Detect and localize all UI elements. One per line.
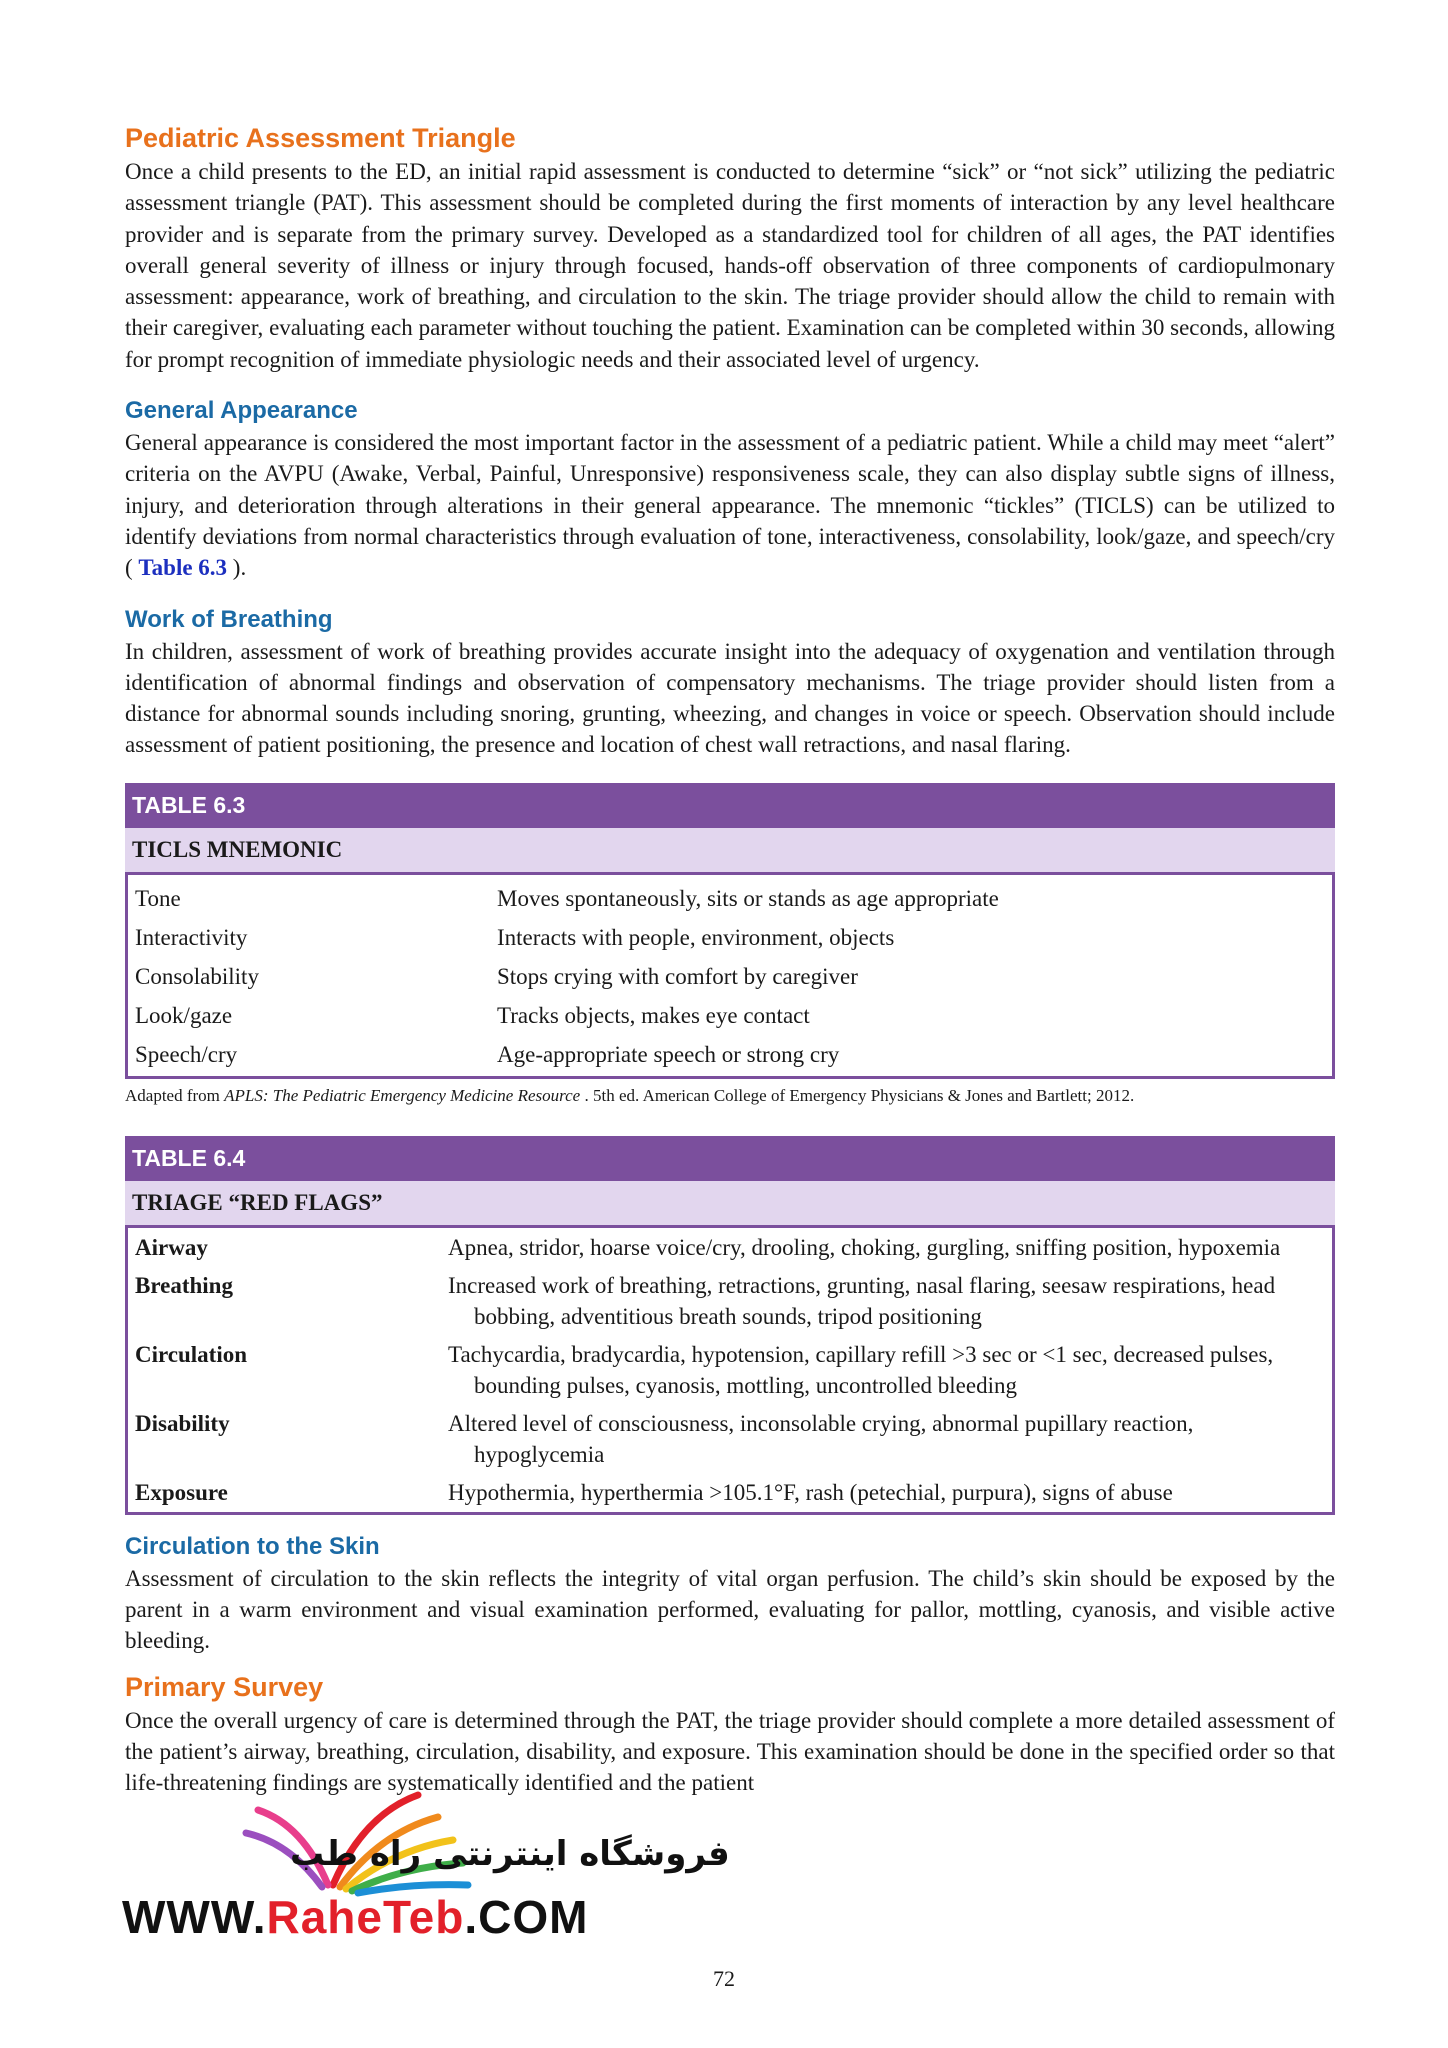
table-cell-term: Interactivity: [135, 924, 248, 950]
table-cell-description: Altered level of consciousness, inconsolable crying, abnormal pupillary reaction, hypoglycemia: [448, 1410, 1194, 1467]
table-cell-description: Stops crying with comfort by caregiver: [497, 963, 858, 989]
table-cell-term: Circulation: [135, 1341, 248, 1367]
table-6-3-body: [125, 872, 1335, 1079]
table-cell-description: Moves spontaneously, sits or stands as age appropriate: [497, 885, 999, 911]
table-6-4-label: TABLE 6.4: [125, 1136, 1335, 1181]
watermark-persian-text: فروشگاه اینترنتی راه طب: [290, 1834, 730, 1874]
subsection-title-circulation-to-skin: Circulation to the Skin: [125, 1532, 380, 1560]
credit-book-title: APLS: The Pediatric Emergency Medicine Resource: [224, 1085, 581, 1105]
paragraph-circulation-to-skin: Assessment of circulation to the skin reflects the integrity of vital organ perfusion. The child’s skin should be exposed by the parent in a warm environment and visual examination performed, evaluating for pallor, mottling, cyanosis, and visible active bleeding.: [125, 1565, 1335, 1654]
table-row: [128, 1232, 1332, 1270]
watermark-url-suffix: .COM: [464, 1891, 589, 1943]
section-title-primary-survey: Primary Survey: [125, 1671, 324, 1702]
table-row: [128, 1339, 1332, 1408]
paragraph-primary-survey: Once the overall urgency of care is determined through the PAT, the triage provider should complete a more detailed assessment of the patient’s airway, breathing, circulation, disability, and exposure. This examination should be done in the specified order so that life-threatening findings are systematically identified and the patient: [125, 1707, 1335, 1796]
subsection-title-work-of-breathing: Work of Breathing: [125, 605, 333, 633]
table-cell-term: Look/gaze: [135, 1002, 233, 1028]
subsection-title-general-appearance: General Appearance: [125, 397, 358, 425]
table-cell-description: Interacts with people, environment, objects: [497, 924, 895, 950]
watermark-url-brand: RaheTeb: [266, 1891, 465, 1943]
section-title-pat: Pediatric Assessment Triangle: [125, 123, 516, 153]
document-page: [125, 120, 1335, 1799]
paragraph-work-of-breathing: In children, assessment of work of breathing provides accurate insight into the adequacy of oxygenation and ventilation through identification of abnormal findings and observation of compensatory mechanisms. The triage provider should listen from a distance for abnormal sounds including snoring, grunting, wheezing, and changes in voice or speech. Observation should include assessment of patient positioning, the presence and location of chest wall retractions, and nasal flaring.: [125, 638, 1335, 758]
watermark-url-prefix: WWW.: [122, 1891, 267, 1943]
table-6-3-title: TICLS MNEMONIC: [125, 828, 1335, 872]
table-row: [128, 996, 1332, 1035]
table-6-4-title: TRIAGE “RED FLAGS”: [125, 1181, 1335, 1225]
credit-suffix: . 5th ed. American College of Emergency Physicians & Jones and Bartlett; 2012.: [584, 1085, 1135, 1105]
table-cell-description: Tracks objects, makes eye contact: [497, 1002, 810, 1028]
table-row: [128, 1408, 1332, 1477]
table-6-3-label: TABLE 6.3: [125, 783, 1335, 828]
paragraph-general-appearance-text: General appearance is considered the most important factor in the assessment of a pediatric patient. While a child may meet “alert” criteria on the AVPU (Awake, Verbal, Painful, Unresponsive) responsiveness scale, they can also display subtle signs of illness, injury, and deterioration through alterations in their general appearance. The mnemonic “tickles” (TICLS) can be utilized to identify deviations from normal characteristics through evaluation of tone, interactiveness, consolability, look/gaze, and speech/cry (: [125, 430, 1335, 581]
watermark-url: [122, 1890, 588, 1944]
table-row: [128, 879, 1332, 918]
table-6-3: [125, 783, 1335, 1079]
table-cell-description: Increased work of breathing, retractions, grunting, nasal flaring, seesaw respirations, head bobbing, adventitious breath sounds, tripod positioning: [448, 1272, 1276, 1329]
table-cell-term: Breathing: [135, 1272, 233, 1298]
table-6-3-credit: [125, 1082, 1335, 1110]
table-cell-term: Speech/cry: [135, 1041, 238, 1067]
table-cell-term: Tone: [135, 885, 181, 911]
table-6-4-body: [125, 1225, 1335, 1515]
page-number: 72: [713, 1966, 735, 1991]
paragraph-general-appearance: [125, 427, 1335, 583]
table-6-4: [125, 1136, 1335, 1515]
table-cell-term: Consolability: [135, 963, 259, 989]
table-row: [128, 1477, 1332, 1510]
table-row: [128, 957, 1332, 996]
table-cell-description: Hypothermia, hyperthermia >105.1°F, rash (petechial, purpura), signs of abuse: [448, 1479, 1173, 1505]
table-cell-term: Exposure: [135, 1479, 228, 1505]
table-cell-description: Age-appropriate speech or strong cry: [497, 1041, 840, 1067]
table-row: [128, 1270, 1332, 1339]
table-cell-term: Disability: [135, 1410, 230, 1436]
paragraph-pat: Once a child presents to the ED, an initial rapid assessment is conducted to determine “sick” or “not sick” utilizing the pediatric assessment triangle (PAT). This assessment should be completed during the first moments of interaction by any level healthcare provider and is separate from the primary survey. Developed as a standardized tool for children of all ages, the PAT identifies overall general severity of illness or injury through focused, hands-off observation of three components of cardiopulmonary assessment: appearance, work of breathing, and circulation to the skin. The triage provider should allow the child to remain with their caregiver, evaluating each parameter without touching the patient. Examination can be completed within 30 seconds, allowing for prompt recognition of immediate physiologic needs and their associated level of urgency.: [125, 159, 1335, 372]
table-cell-term: Airway: [135, 1234, 208, 1260]
table-6-3-link[interactable]: Table 6.3: [138, 555, 228, 581]
credit-prefix: Adapted from: [125, 1085, 220, 1105]
table-cell-description: Apnea, stridor, hoarse voice/cry, drooling, choking, gurgling, sniffing position, hypoxemia: [448, 1234, 1281, 1260]
paragraph-general-appearance-end: ).: [232, 555, 247, 581]
table-row: [128, 918, 1332, 957]
table-row: [128, 1035, 1332, 1074]
table-cell-description: Tachycardia, bradycardia, hypotension, capillary refill >3 sec or <1 sec, decreased pulses, bounding pulses, cyanosis, mottling, uncontrolled bleeding: [448, 1341, 1274, 1398]
